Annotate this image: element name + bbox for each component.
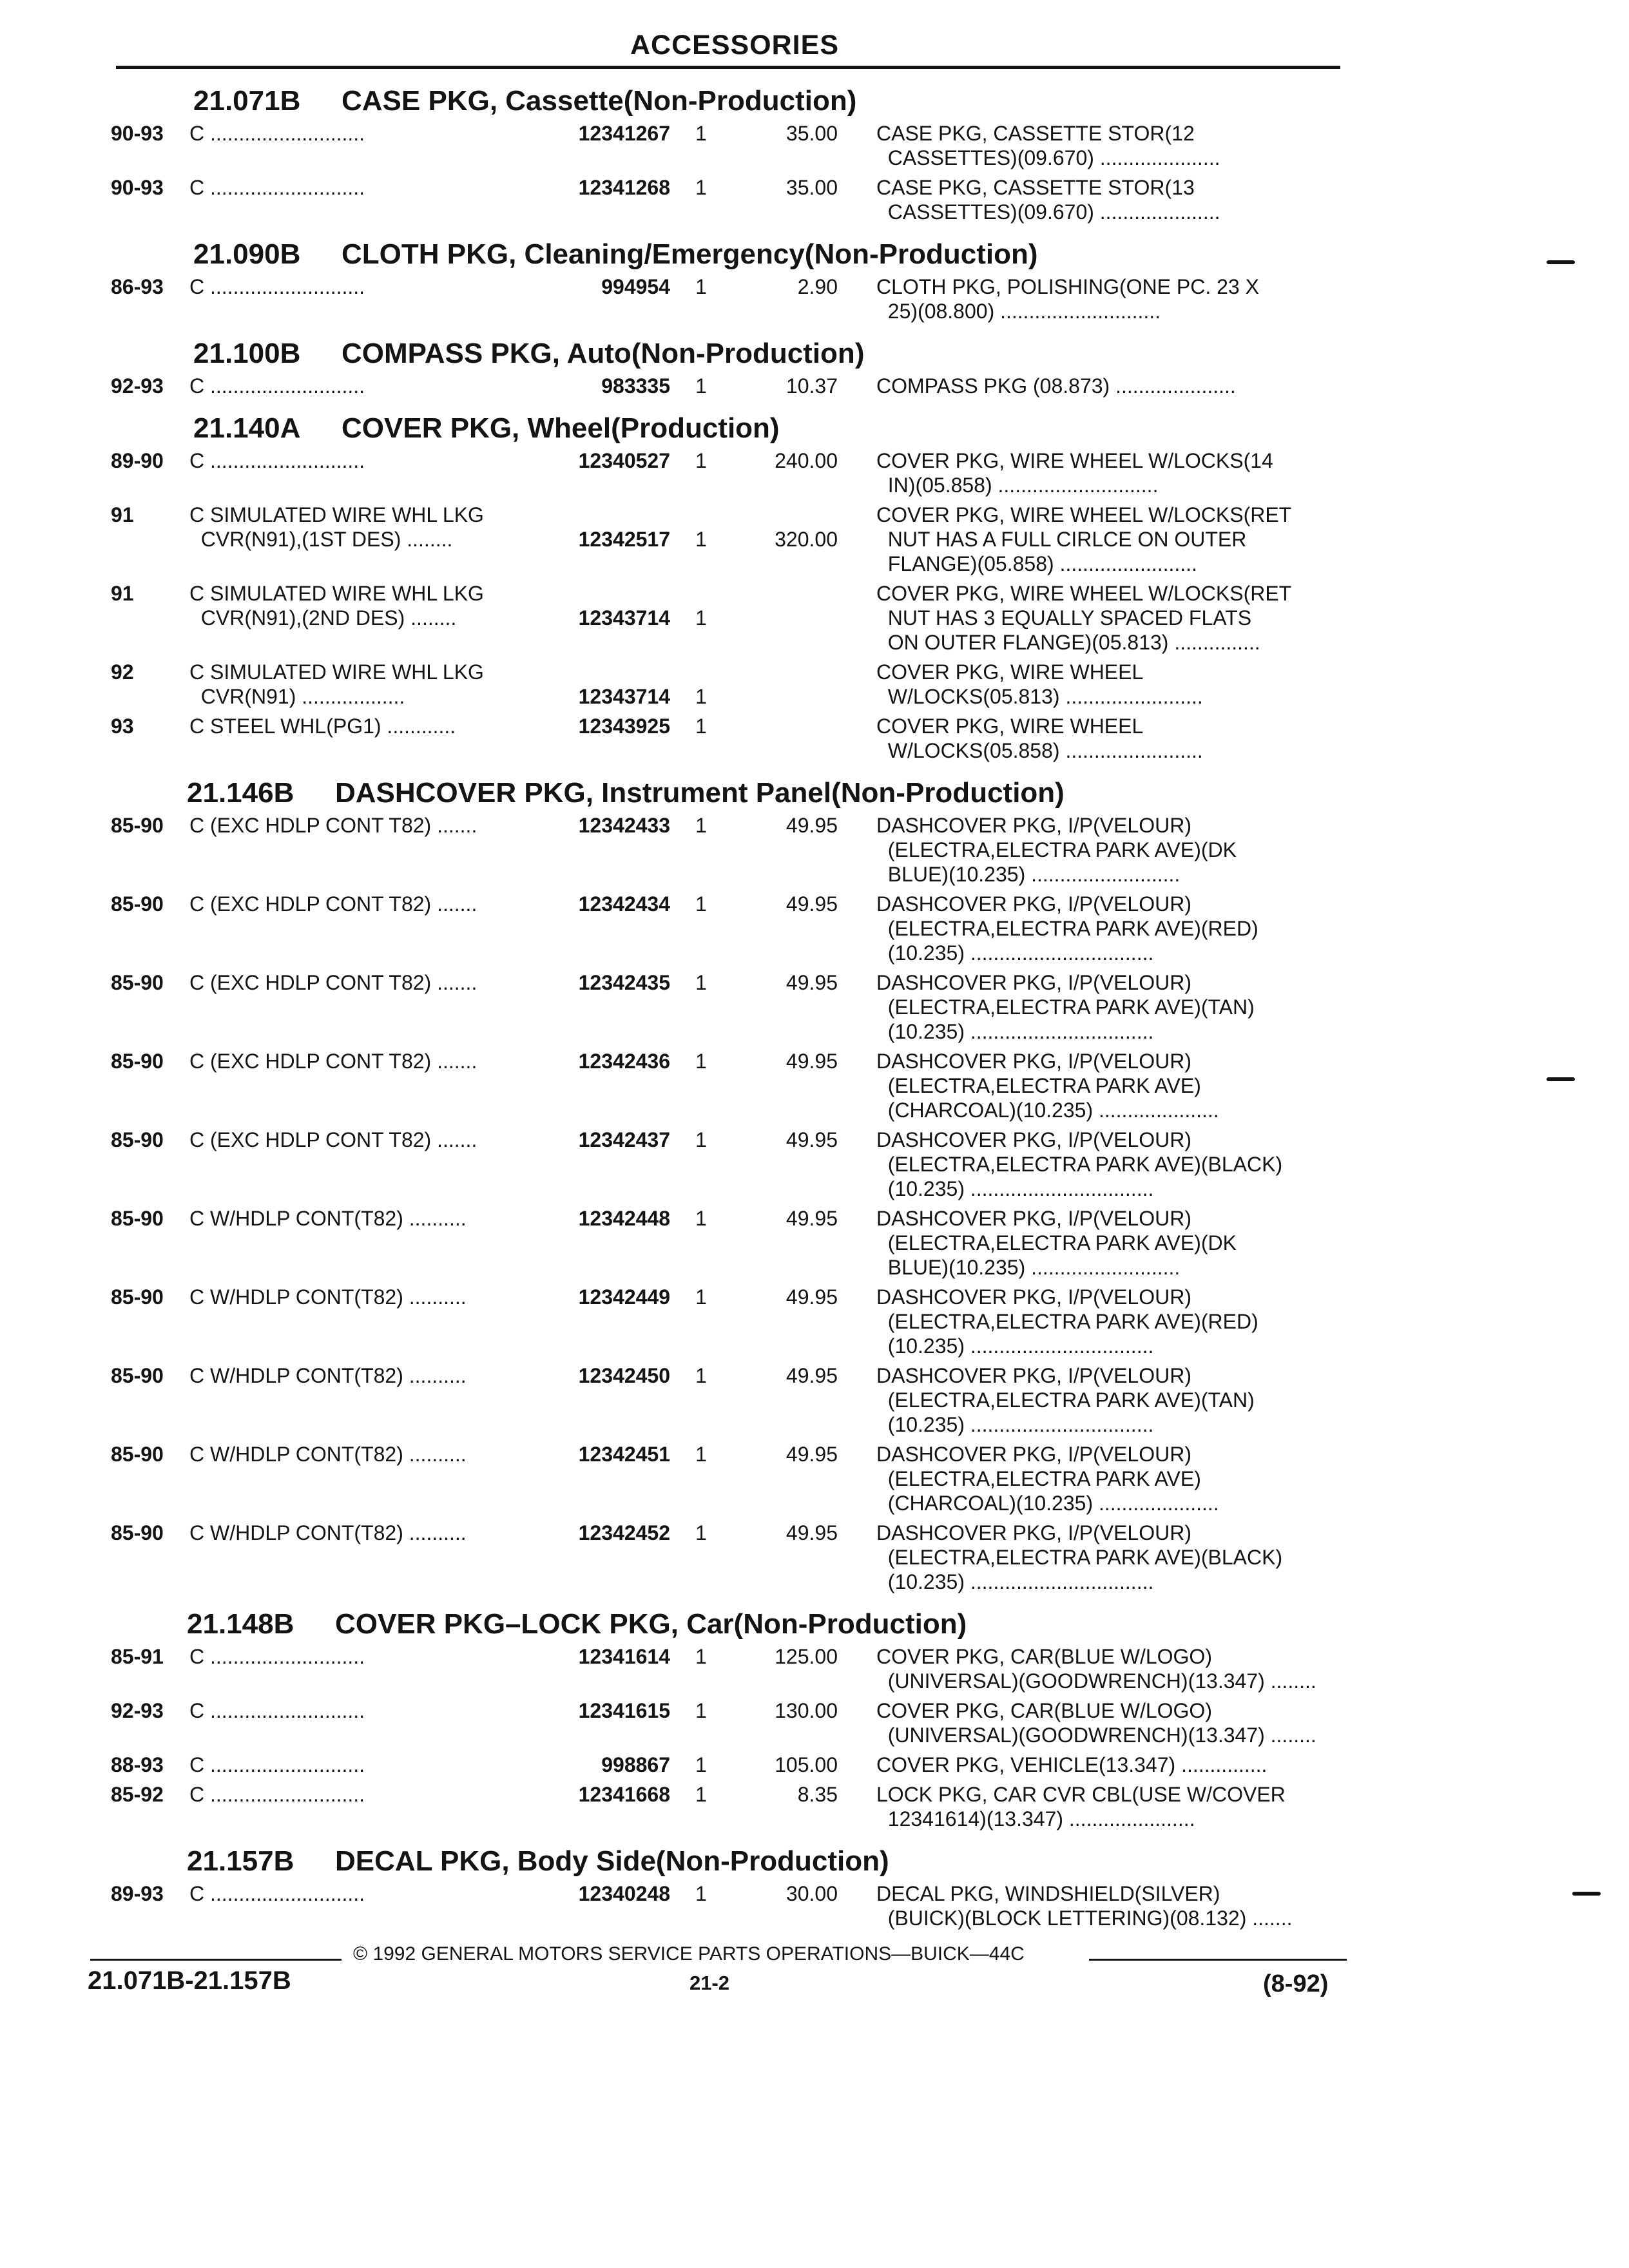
application-note: C SIMULATED WIRE WHL LKG [189, 582, 484, 605]
dot-leader: ....... [431, 971, 477, 994]
margin-mark [1547, 260, 1575, 264]
part-number: 12341268 [578, 176, 670, 199]
quantity: 1 [695, 176, 707, 199]
dot-leader: ..................... [1110, 374, 1236, 398]
section-title: DASHCOVER PKG, Instrument Panel(Non-Production) [335, 777, 1065, 809]
part-number: 12342450 [578, 1364, 670, 1387]
part-number: 12342449 [578, 1285, 670, 1309]
dot-leader: ....... [431, 814, 477, 837]
dot-leader: ........................... [204, 1882, 365, 1905]
price: 49.95 [786, 1443, 838, 1466]
price: 49.95 [786, 1285, 838, 1309]
description-line: CASE PKG, CASSETTE STOR(12 [876, 122, 1195, 145]
footer-copyright: © 1992 GENERAL MOTORS SERVICE PARTS OPERATIONS—BUICK—44C [353, 1943, 1025, 1965]
application-note: C ........................... [189, 1882, 365, 1905]
part-number: 12341668 [578, 1783, 670, 1806]
description-line: (ELECTRA,ELECTRA PARK AVE)(DK [876, 1231, 1237, 1254]
dot-leader: ........................... [204, 176, 365, 199]
section-heading [0, 76, 1629, 121]
description-line: (CHARCOAL)(10.235) ..................... [876, 1492, 1219, 1515]
description-line: DASHCOVER PKG, I/P(VELOUR) [876, 814, 1191, 837]
description-line: (10.235) ................................ [876, 1570, 1154, 1593]
description-line: DASHCOVER PKG, I/P(VELOUR) [876, 1207, 1191, 1230]
footer-page-number: 21-2 [689, 1972, 730, 1994]
model-years: 85-91 [111, 1645, 164, 1668]
description-line: DECAL PKG, WINDSHIELD(SILVER) [876, 1882, 1220, 1905]
description-line: (ELECTRA,ELECTRA PARK AVE)(RED) [876, 1310, 1258, 1333]
description-line: NUT HAS A FULL CIRLCE ON OUTER [876, 528, 1247, 551]
description-line: COVER PKG, WIRE WHEEL W/LOCKS(14 [876, 449, 1273, 472]
description-line: CASSETTES)(09.670) ..................... [876, 146, 1220, 169]
dot-leader: ........ [401, 528, 453, 551]
quantity: 1 [695, 1207, 707, 1230]
model-years: 92-93 [111, 374, 164, 398]
model-years: 85-90 [111, 1050, 164, 1073]
part-number: 12340248 [578, 1882, 670, 1905]
section-number: 21.100B [193, 338, 301, 369]
part-row [0, 1442, 1629, 1521]
dot-leader: ................................ [964, 1020, 1154, 1043]
description-line: COVER PKG, CAR(BLUE W/LOGO) [876, 1645, 1212, 1668]
description-line: (10.235) ................................ [876, 1413, 1154, 1436]
dot-leader: .......... [403, 1521, 467, 1544]
model-years: 90-93 [111, 122, 164, 145]
description-line: IN)(05.858) ............................ [876, 474, 1159, 497]
application-note: C (EXC HDLP CONT T82) ....... [189, 892, 477, 916]
part-row [0, 503, 1629, 581]
parts-catalog [0, 76, 1629, 1936]
model-years: 91 [111, 503, 134, 526]
dot-leader: ........................... [204, 122, 365, 145]
part-number: 12342435 [578, 971, 670, 994]
price: 49.95 [786, 1128, 838, 1151]
part-number: 12342437 [578, 1128, 670, 1151]
description-line: CASSETTES)(09.670) ..................... [876, 200, 1220, 224]
dot-leader: ............... [1168, 631, 1260, 654]
quantity: 1 [695, 275, 707, 298]
margin-mark [1547, 1077, 1575, 1081]
application-note: C W/HDLP CONT(T82) .......... [189, 1443, 467, 1466]
application-note: CVR(N91),(2ND DES) ........ [189, 606, 457, 629]
section-number: 21.146B [187, 777, 294, 809]
price: 49.95 [786, 1207, 838, 1230]
price: 125.00 [775, 1645, 838, 1668]
dot-leader: ............................ [992, 474, 1159, 497]
description-line: DASHCOVER PKG, I/P(VELOUR) [876, 1050, 1191, 1073]
quantity: 1 [695, 1753, 707, 1776]
description-line: (ELECTRA,ELECTRA PARK AVE)(TAN) [876, 995, 1255, 1019]
dot-leader: ........................ [1059, 685, 1203, 708]
part-number: 12342517 [578, 528, 670, 551]
description-line: (UNIVERSAL)(GOODWRENCH)(13.347) ........ [876, 1669, 1316, 1693]
model-years: 85-92 [111, 1783, 164, 1806]
part-row [0, 274, 1629, 329]
part-number: 12343925 [578, 715, 670, 738]
title-rule [116, 66, 1340, 69]
price: 35.00 [786, 122, 838, 145]
quantity: 1 [695, 528, 707, 551]
price: 8.35 [797, 1783, 838, 1806]
quantity: 1 [695, 715, 707, 738]
description-line: (10.235) ................................ [876, 1020, 1154, 1043]
description-line: (ELECTRA,ELECTRA PARK AVE)(DK [876, 838, 1237, 861]
description-line: COMPASS PKG (08.873) ..................... [876, 374, 1236, 398]
description-line: DASHCOVER PKG, I/P(VELOUR) [876, 1128, 1191, 1151]
section-number: 21.148B [187, 1608, 294, 1640]
part-row [0, 1881, 1629, 1936]
section-number: 21.140A [193, 412, 301, 444]
section-number: 21.071B [193, 85, 301, 117]
model-years: 85-90 [111, 1521, 164, 1544]
price: 49.95 [786, 1521, 838, 1544]
dot-leader: .......... [403, 1207, 467, 1230]
model-years: 92 [111, 660, 134, 684]
section-heading [0, 229, 1629, 274]
quantity: 1 [695, 1645, 707, 1668]
description-line: W/LOCKS(05.858) ........................ [876, 739, 1203, 762]
price: 49.95 [786, 814, 838, 837]
footer-rule-left [90, 1959, 342, 1961]
dot-leader: ...................... [1063, 1807, 1195, 1831]
part-row [0, 1128, 1629, 1206]
part-number: 12342448 [578, 1207, 670, 1230]
dot-leader: ....... [431, 892, 477, 916]
dot-leader: .................. [296, 685, 405, 708]
quantity: 1 [695, 374, 707, 398]
description-line: CASE PKG, CASSETTE STOR(13 [876, 176, 1195, 199]
application-note: C ........................... [189, 1783, 365, 1806]
price: 49.95 [786, 892, 838, 916]
price: 2.90 [797, 275, 838, 298]
description-line: COVER PKG, VEHICLE(13.347) ............... [876, 1753, 1268, 1776]
section-heading [0, 1599, 1629, 1644]
dot-leader: ........ [1264, 1724, 1316, 1747]
part-number: 12340527 [578, 449, 670, 472]
description-line: COVER PKG, WIRE WHEEL W/LOCKS(RET [876, 582, 1292, 605]
description-line: (ELECTRA,ELECTRA PARK AVE)(TAN) [876, 1389, 1255, 1412]
part-row [0, 1363, 1629, 1442]
dot-leader: ................................ [964, 1413, 1154, 1436]
section-heading [0, 1836, 1629, 1881]
description-line: (10.235) ................................ [876, 1334, 1154, 1358]
part-number: 994954 [601, 275, 670, 298]
part-row [0, 1644, 1629, 1698]
footer-date-code: (8-92) [1263, 1970, 1329, 1997]
description-line: NUT HAS 3 EQUALLY SPACED FLATS [876, 606, 1252, 629]
application-note: C ........................... [189, 449, 365, 472]
description-line: DASHCOVER PKG, I/P(VELOUR) [876, 1364, 1191, 1387]
description-line: (ELECTRA,ELECTRA PARK AVE)(BLACK) [876, 1153, 1283, 1176]
description-line: W/LOCKS(05.813) ........................ [876, 685, 1203, 708]
description-line: 12341614)(13.347) ...................... [876, 1807, 1195, 1831]
part-number: 12342434 [578, 892, 670, 916]
section-number: 21.090B [193, 238, 301, 270]
dot-leader: .......... [403, 1285, 467, 1309]
page-title: ACCESSORIES [630, 30, 839, 61]
dot-leader: ....... [431, 1050, 477, 1073]
dot-leader: ................................ [964, 941, 1154, 965]
model-years: 90-93 [111, 176, 164, 199]
dot-leader: ........ [1264, 1669, 1316, 1693]
description-line: (ELECTRA,ELECTRA PARK AVE) [876, 1074, 1201, 1097]
quantity: 1 [695, 1443, 707, 1466]
part-row [0, 1285, 1629, 1363]
description-line: (ELECTRA,ELECTRA PARK AVE)(RED) [876, 917, 1258, 940]
model-years: 88-93 [111, 1753, 164, 1776]
application-note: C W/HDLP CONT(T82) .......... [189, 1207, 467, 1230]
dot-leader: ................................ [964, 1570, 1154, 1593]
dot-leader: ....... [1246, 1907, 1293, 1930]
description-line: (10.235) ................................ [876, 1177, 1154, 1200]
quantity: 1 [695, 1050, 707, 1073]
description-line: DASHCOVER PKG, I/P(VELOUR) [876, 1443, 1191, 1466]
dot-leader: ..................... [1093, 1492, 1219, 1515]
part-number: 12342451 [578, 1443, 670, 1466]
description-line: COVER PKG, WIRE WHEEL [876, 715, 1144, 738]
application-note: CVR(N91) .................. [189, 685, 405, 708]
dot-leader: ........................ [1059, 739, 1203, 762]
model-years: 85-90 [111, 1285, 164, 1309]
description-line: COVER PKG, CAR(BLUE W/LOGO) [876, 1699, 1212, 1722]
description-line: (CHARCOAL)(10.235) ..................... [876, 1099, 1219, 1122]
model-years: 85-90 [111, 1207, 164, 1230]
price: 49.95 [786, 971, 838, 994]
footer-rule-right [1089, 1959, 1347, 1961]
quantity: 1 [695, 449, 707, 472]
quantity: 1 [695, 814, 707, 837]
description-line: (UNIVERSAL)(GOODWRENCH)(13.347) ........ [876, 1724, 1316, 1747]
section-title: DECAL PKG, Body Side(Non-Production) [335, 1845, 889, 1877]
section-title: CLOTH PKG, Cleaning/Emergency(Non-Production) [342, 238, 1038, 270]
part-row [0, 714, 1629, 768]
price: 105.00 [775, 1753, 838, 1776]
dot-leader: ............................ [994, 300, 1161, 323]
description-line: DASHCOVER PKG, I/P(VELOUR) [876, 1521, 1191, 1544]
price: 49.95 [786, 1050, 838, 1073]
price: 30.00 [786, 1882, 838, 1905]
model-years: 92-93 [111, 1699, 164, 1722]
model-years: 85-90 [111, 1443, 164, 1466]
dot-leader: ..................... [1094, 200, 1220, 224]
price: 130.00 [775, 1699, 838, 1722]
part-row [0, 175, 1629, 229]
description-line: 25)(08.800) ............................ [876, 300, 1161, 323]
application-note: C W/HDLP CONT(T82) .......... [189, 1364, 467, 1387]
application-note: C ........................... [189, 1699, 365, 1722]
dot-leader: ........................... [204, 1645, 365, 1668]
section-heading [0, 329, 1629, 374]
model-years: 86-93 [111, 275, 164, 298]
part-row [0, 1521, 1629, 1599]
application-note: CVR(N91),(1ST DES) ........ [189, 528, 453, 551]
dot-leader: ........................... [204, 449, 365, 472]
section-heading [0, 768, 1629, 813]
part-row [0, 374, 1629, 403]
part-row [0, 970, 1629, 1049]
dot-leader: ............... [1175, 1753, 1268, 1776]
description-line: (BUICK)(BLOCK LETTERING)(08.132) ....... [876, 1907, 1293, 1930]
application-note: C ........................... [189, 275, 365, 298]
model-years: 85-90 [111, 1128, 164, 1151]
price: 240.00 [775, 449, 838, 472]
price: 320.00 [775, 528, 838, 551]
description-line: COVER PKG, WIRE WHEEL W/LOCKS(RET [876, 503, 1292, 526]
quantity: 1 [695, 1285, 707, 1309]
part-number: 998867 [601, 1753, 670, 1776]
model-years: 85-90 [111, 892, 164, 916]
application-note: C ........................... [189, 176, 365, 199]
footer-section-range: 21.071B-21.157B [88, 1966, 291, 1995]
section-number: 21.157B [187, 1845, 294, 1877]
application-note: C (EXC HDLP CONT T82) ....... [189, 1050, 477, 1073]
part-row [0, 1049, 1629, 1128]
dot-leader: ................................ [964, 1334, 1154, 1358]
model-years: 89-93 [111, 1882, 164, 1905]
application-note: C W/HDLP CONT(T82) .......... [189, 1521, 467, 1544]
part-row [0, 1698, 1629, 1753]
section-heading [0, 403, 1629, 448]
part-row [0, 448, 1629, 503]
dot-leader: ..................... [1093, 1099, 1219, 1122]
quantity: 1 [695, 606, 707, 629]
dot-leader: .......... [403, 1443, 467, 1466]
part-number: 12342436 [578, 1050, 670, 1073]
model-years: 85-90 [111, 971, 164, 994]
application-note: C ........................... [189, 122, 365, 145]
part-row [0, 892, 1629, 970]
description-line: (ELECTRA,ELECTRA PARK AVE)(BLACK) [876, 1546, 1283, 1569]
description-line: CLOTH PKG, POLISHING(ONE PC. 23 X [876, 275, 1259, 298]
dot-leader: .......... [403, 1364, 467, 1387]
model-years: 93 [111, 715, 134, 738]
dot-leader: .......................... [1025, 1256, 1181, 1279]
part-row [0, 813, 1629, 892]
part-number: 12343714 [578, 606, 670, 629]
description-line: BLUE)(10.235) .......................... [876, 1256, 1181, 1279]
price: 49.95 [786, 1364, 838, 1387]
dot-leader: ........................... [204, 1783, 365, 1806]
description-line: BLUE)(10.235) .......................... [876, 863, 1181, 886]
model-years: 91 [111, 582, 134, 605]
application-note: C ........................... [189, 1645, 365, 1668]
model-years: 89-90 [111, 449, 164, 472]
description-line: DASHCOVER PKG, I/P(VELOUR) [876, 892, 1191, 916]
dot-leader: ....... [431, 1128, 477, 1151]
section-title: COVER PKG, Wheel(Production) [342, 412, 780, 444]
description-line: (ELECTRA,ELECTRA PARK AVE) [876, 1467, 1201, 1490]
dot-leader: ................................ [964, 1177, 1154, 1200]
part-row [0, 121, 1629, 175]
quantity: 1 [695, 1699, 707, 1722]
quantity: 1 [695, 1364, 707, 1387]
dot-leader: ..................... [1094, 146, 1220, 169]
dot-leader: ........................... [204, 275, 365, 298]
quantity: 1 [695, 892, 707, 916]
dot-leader: ........ [405, 606, 457, 629]
application-note: C (EXC HDLP CONT T82) ....... [189, 971, 477, 994]
section-title: CASE PKG, Cassette(Non-Production) [342, 85, 857, 117]
application-note: C STEEL WHL(PG1) ............ [189, 715, 456, 738]
dot-leader: ........................... [204, 1753, 365, 1776]
section-title: COVER PKG–LOCK PKG, Car(Non-Production) [335, 1608, 967, 1640]
quantity: 1 [695, 685, 707, 708]
quantity: 1 [695, 1882, 707, 1905]
application-note: C (EXC HDLP CONT T82) ....... [189, 1128, 477, 1151]
description-line: FLANGE)(05.858) ........................ [876, 552, 1197, 575]
margin-mark [1572, 1892, 1601, 1896]
dot-leader: ........................... [204, 1699, 365, 1722]
dot-leader: ............ [381, 715, 456, 738]
application-note: C SIMULATED WIRE WHL LKG [189, 503, 484, 526]
description-line: (10.235) ................................ [876, 941, 1154, 965]
part-number: 12342452 [578, 1521, 670, 1544]
quantity: 1 [695, 1128, 707, 1151]
dot-leader: ........................... [204, 374, 365, 398]
model-years: 85-90 [111, 1364, 164, 1387]
application-note: C ........................... [189, 1753, 365, 1776]
section-title: COMPASS PKG, Auto(Non-Production) [342, 338, 865, 369]
dot-leader: ........................ [1054, 552, 1197, 575]
part-row [0, 1206, 1629, 1285]
price: 10.37 [786, 374, 838, 398]
description-line: DASHCOVER PKG, I/P(VELOUR) [876, 971, 1191, 994]
part-number: 12341615 [578, 1699, 670, 1722]
part-row [0, 1782, 1629, 1836]
quantity: 1 [695, 122, 707, 145]
description-line: DASHCOVER PKG, I/P(VELOUR) [876, 1285, 1191, 1309]
application-note: C (EXC HDLP CONT T82) ....... [189, 814, 477, 837]
part-row [0, 581, 1629, 660]
description-line: COVER PKG, WIRE WHEEL [876, 660, 1144, 684]
price: 35.00 [786, 176, 838, 199]
description-line: ON OUTER FLANGE)(05.813) ............... [876, 631, 1260, 654]
quantity: 1 [695, 1521, 707, 1544]
quantity: 1 [695, 971, 707, 994]
part-number: 12343714 [578, 685, 670, 708]
application-note: C SIMULATED WIRE WHL LKG [189, 660, 484, 684]
application-note: C ........................... [189, 374, 365, 398]
model-years: 85-90 [111, 814, 164, 837]
part-number: 12342433 [578, 814, 670, 837]
part-number: 12341267 [578, 122, 670, 145]
part-row [0, 660, 1629, 714]
quantity: 1 [695, 1783, 707, 1806]
dot-leader: .......................... [1025, 863, 1181, 886]
part-number: 983335 [601, 374, 670, 398]
description-line: LOCK PKG, CAR CVR CBL(USE W/COVER [876, 1783, 1286, 1806]
part-row [0, 1753, 1629, 1782]
part-number: 12341614 [578, 1645, 670, 1668]
application-note: C W/HDLP CONT(T82) .......... [189, 1285, 467, 1309]
